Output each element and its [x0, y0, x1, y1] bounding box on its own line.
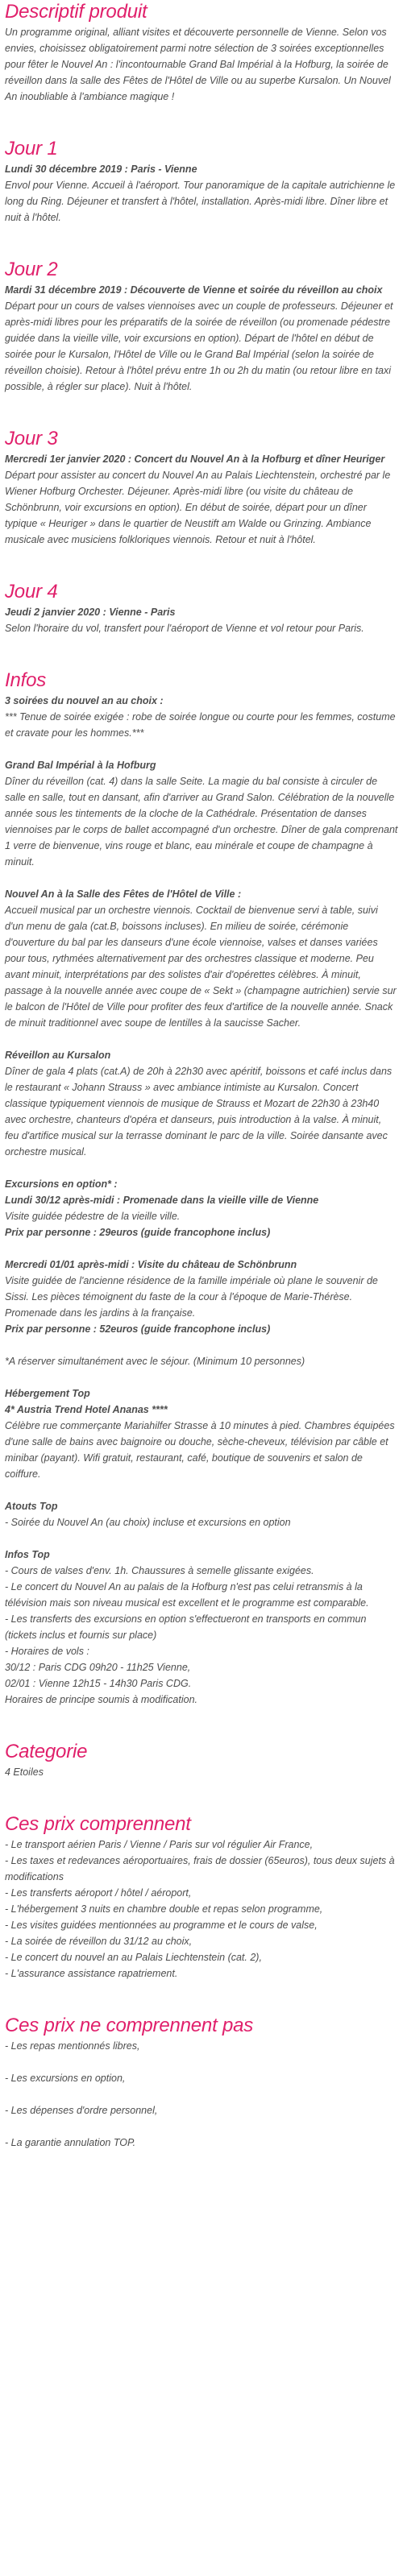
day-title: Jour 3	[5, 428, 58, 449]
compris-line: - Les taxes et redevances aéroportuaires, frais de dossier (65euros), tous deux sujets à modifications	[5, 1855, 395, 1882]
infostop-line: Horaires de principe soumis à modification.	[5, 1694, 197, 1705]
section-title-infos: Infos	[5, 669, 47, 691]
atouts-text: - Soirée du Nouvel An (au choix) incluse et excursions en option	[5, 1517, 291, 1528]
day-heading: Jeudi 2 janvier 2020 : Vienne - Paris	[5, 607, 176, 618]
excursion-text: Visite guidée de l'ancienne résidence de la famille impériale où plane le souvenir de Sissi. Les pièces témoignent du faste de la cour à l'époque de Marie-Thérèse. Promenade dans les jardins à la française.	[5, 1275, 378, 1319]
reservation-note: *A réserver simultanément avec le séjour. (Minimum 10 personnes)	[5, 1356, 305, 1367]
compris-line: - Le transport aérien Paris / Vienne / Paris sur vol régulier Air France,	[5, 1839, 314, 1850]
infostop-line: 30/12 : Paris CDG 09h20 - 11h25 Vienne,	[5, 1662, 191, 1673]
excursion-price: Prix par personne : 29euros (guide francophone inclus)	[5, 1227, 271, 1238]
hotelville-heading: Nouvel An à la Salle des Fêtes de l'Hôtel de Ville :	[5, 888, 242, 900]
non-compris-line: - Les repas mentionnés libres,	[5, 2040, 140, 2052]
section-title-non-compris: Ces prix ne comprennent pas	[5, 2015, 254, 2036]
excursion-text: Visite guidée pédestre de la vieille ville.	[5, 1211, 181, 1222]
non-compris-line: - Les dépenses d'ordre personnel,	[5, 2105, 158, 2116]
excursions-heading: Excursions en option* :	[5, 1178, 118, 1190]
day-heading: Lundi 30 décembre 2019 : Paris - Vienne	[5, 164, 197, 175]
excursion-heading: Lundi 30/12 après-midi : Promenade dans la vieille ville de Vienne	[5, 1195, 319, 1206]
section-title-compris: Ces prix comprennent	[5, 1813, 191, 1835]
day-text: Départ pour assister au concert du Nouvel An au Palais Liechtenstein, orchestré par le Wiener Hofburg Orchester. Déjeuner. Après-midi libre (ou visite du château de Schönbrunn, voir excursions en option). En début de soirée, départ pour un dîner typique « Heuriger » dans le quartier de Neustift am Walde ou Grinzing. Ambiance musicale avec musiciens folkloriques viennois. Retour et nuit à l'hôtel.	[5, 470, 391, 545]
infostop-line: - Le concert du Nouvel An au palais de la Hofburg n'est pas celui retransmis à la télévision mais son niveau musical est excellent et le programme est comparable.	[5, 1581, 369, 1609]
compris-line: - La soirée de réveillon du 31/12 au choix,	[5, 1936, 193, 1947]
compris-line: - L'hébergement 3 nuits en chambre double et repas selon programme,	[5, 1903, 323, 1915]
infostop-line: 02/01 : Vienne 12h15 - 14h30 Paris CDG.	[5, 1678, 192, 1689]
compris-line: - Le concert du nouvel an au Palais Liechtenstein (cat. 2),	[5, 1952, 262, 1963]
excursion-price: Prix par personne : 52euros (guide francophone inclus)	[5, 1323, 271, 1335]
soirees-text: *** Tenue de soirée exigée : robe de soirée longue ou courte pour les femmes, costume et cravate pour les hommes.***	[5, 711, 396, 739]
day-title: Jour 4	[5, 581, 58, 603]
compris-line: - Les transferts aéroport / hôtel / aéroport,	[5, 1887, 192, 1899]
day-title: Jour 2	[5, 259, 58, 280]
descriptif-text: Un programme original, alliant visites et découverte personnelle de Vienne. Selon vos envies, choisissez obligatoirement parmi notre sélection de 3 soirées exceptionnelles pour fêter le Nouvel An : l'incontournable Grand Bal Impérial à la Hofburg, la soirée de réveillon dans la salle des Fêtes de l'Hôtel de Ville ou au superbe Kursalon. Un Nouvel An inoubliable à l'ambiance magique !	[5, 27, 391, 102]
non-compris-line: - La garantie annulation TOP.	[5, 2137, 136, 2148]
kursalon-text: Dîner de gala 4 plats (cat.A) de 20h à 22h30 avec apéritif, boissons et café inclus dans le restaurant « Johann Strauss » avec ambiance intimiste au Kursalon. Concert classique typiquement viennois de musique de Strauss et Mozart de 22h30 à 23h40 avec orchestre, chanteurs d'opéra et danseurs, puis introduction à la valse. À minuit, feu d'artifice musical sur la terrasse dominant le parc de la ville. Soirée dansante avec orchestre musical.	[5, 1066, 393, 1158]
day-text: Départ pour un cours de valses viennoises avec un couple de professeurs. Déjeuner et après-midi libres pour les préparatifs de la soirée de réveillon (ou promenade pédestre guidée dans la vieille ville, voir excursions en option). Départ de l'hôtel en début de soirée pour le Kursalon, l'Hôtel de Ville ou le Grand Bal Impérial (selon la soirée de réveillon choisie). Retour à l'hôtel prévu entre 1h ou 2h du matin (ou retour libre en taxi possible, à régler sur place). Nuit à l'hôtel.	[5, 300, 393, 392]
compris-line: - L'assurance assistance rapatriement.	[5, 1968, 178, 1979]
infostop-line: - Les transferts des excursions en option s'effectueront en transports en commun (tickets inclus et fournis sur place)	[5, 1613, 367, 1641]
infostop-line: - Cours de valses d'env. 1h. Chaussures à semelle glissante exigées.	[5, 1565, 314, 1576]
section-title-descriptif: Descriptif produit	[5, 1, 147, 23]
section-title-categorie: Categorie	[5, 1741, 88, 1762]
hebergement-heading: Hébergement Top	[5, 1388, 90, 1399]
day-text: Selon l'horaire du vol, transfert pour l'aéroport de Vienne et vol retour pour Paris.	[5, 623, 364, 634]
day-text: Envol pour Vienne. Accueil à l'aéroport. Tour panoramique de la capitale autrichienne le long du Ring. Déjeuner et transfert à l'hôtel, installation. Après-midi libre. Dîner libre et nuit à l'hôtel.	[5, 180, 396, 223]
hofburg-heading: Grand Bal Impérial à la Hofburg	[5, 760, 156, 771]
categorie-text: 4 Etoiles	[5, 1766, 44, 1778]
hebergement-text: Célèbre rue commerçante Mariahilfer Strasse à 10 minutes à pied. Chambres équipées d'une salle de bains avec baignoire ou douche, sèche-cheveux, télévision par câble et minibar (payant). Wifi gratuit, restaurant, café, boutique de souvenirs et salon de coiffure.	[5, 1420, 395, 1480]
infostop-line: - Horaires de vols :	[5, 1646, 89, 1657]
non-compris-line: - Les excursions en option,	[5, 2073, 126, 2084]
infostop-heading: Infos Top	[5, 1549, 50, 1560]
day-heading: Mercredi 1er janvier 2020 : Concert du Nouvel An à la Hofburg et dîner Heuriger	[5, 453, 385, 465]
hebergement-subheading: 4* Austria Trend Hotel Ananas ****	[5, 1404, 168, 1415]
atouts-heading: Atouts Top	[5, 1501, 58, 1512]
excursion-heading: Mercredi 01/01 après-midi : Visite du château de Schönbrunn	[5, 1259, 297, 1270]
day-heading: Mardi 31 décembre 2019 : Découverte de Vienne et soirée du réveillon au choix	[5, 284, 383, 296]
day-title: Jour 1	[5, 138, 58, 159]
soirees-heading: 3 soirées du nouvel an au choix :	[5, 695, 164, 706]
kursalon-heading: Réveillon au Kursalon	[5, 1050, 111, 1061]
hotelville-text: Accueil musical par un orchestre viennois. Cocktail de bienvenue servi à table, suivi d'un menu de gala (cat.B, boissons incluses). En milieu de soirée, cérémonie d'ouverture du bal par les danseurs d'une école viennoise, valses et danses variées pour tous, rythmées alternativement par des orchestres classique et moderne. Peu avant minuit, interprétations par des solistes d'air d'opérettes célèbres. À minuit, passage à la nouvelle année avec coupe de « Sekt » (champagne autrichien) servie sur le balcon de l'Hôtel de Ville pour profiter des feux d'artifice de la nouvelle année. Snack de minuit traditionnel avec soupe de lentilles à la saucisse Sacher.	[5, 905, 397, 1029]
hofburg-text: Dîner du réveillon (cat. 4) dans la salle Seite. La magie du bal consiste à circuler de salle en salle, tout en dansant, afin d'arriver au Grand Salon. Célébration de la nouvelle année sous les tintements de la cloche de la Cathédrale. Présentation de danses viennoises par le corps de ballet accompagné d'un orchestre. Dîner de gala comprenant 1 verre de bienvenue, vins rouge et blanc, eau minérale et coupe de champagne à minuit.	[5, 776, 398, 868]
compris-line: - Les visites guidées mentionnées au programme et le cours de valse,	[5, 1920, 318, 1931]
